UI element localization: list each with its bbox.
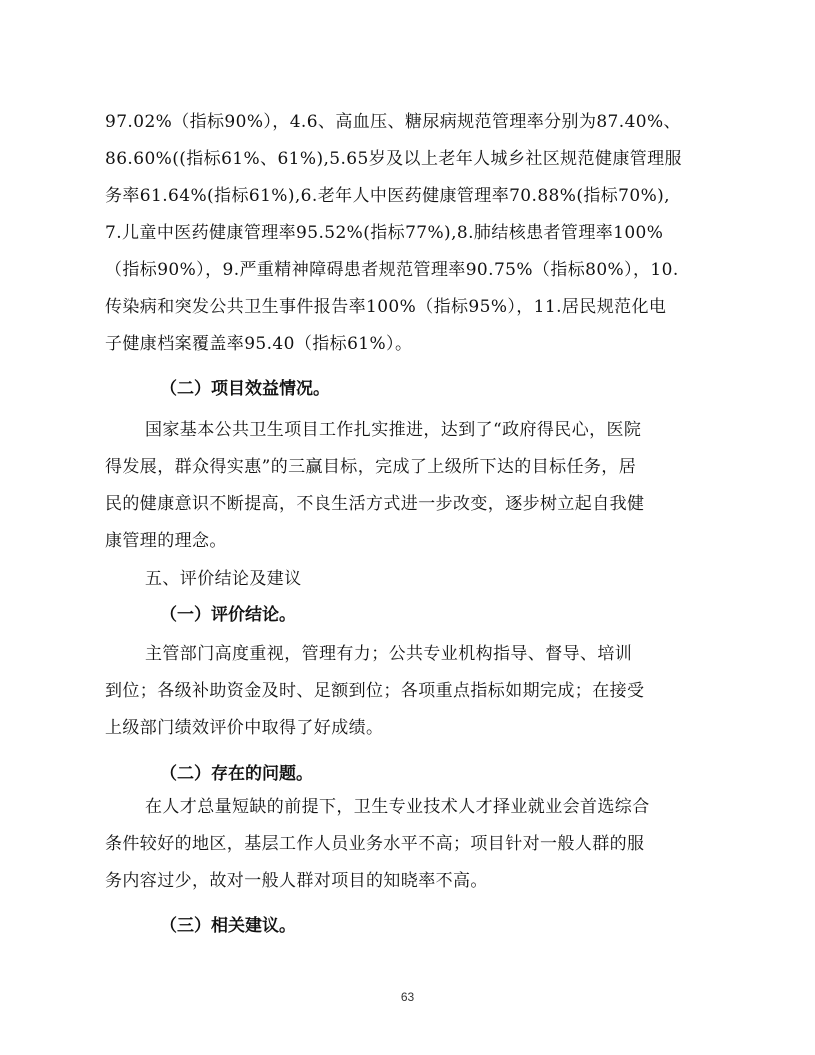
- paragraph-line: 传染病和突发公共卫生事件报告率100%（指标95%），11.居民规范化电: [105, 297, 667, 317]
- paragraph-line: 97.02%（指标90%），4.6、高血压、糖尿病规范管理率分别为87.40%、: [105, 112, 681, 132]
- benefits-paragraph: [105, 412, 725, 560]
- paragraph-line: 上级部门绩效评价中取得了好成绩。: [105, 718, 384, 738]
- benefits-heading: （二）项目效益情况。: [160, 379, 330, 399]
- suggestions-heading: （三）相关建议。: [160, 916, 296, 936]
- paragraph-line: 务率61.64%(指标61%),6.老年人中医药健康管理率70.88%(指标70%),: [105, 186, 670, 206]
- benefits-section: [105, 371, 725, 408]
- metrics-paragraph: [105, 104, 725, 363]
- conclusion-section: [105, 597, 725, 634]
- paragraph-line: 7.儿童中医药健康管理率95.52%(指标77%),8.肺结核患者管理率100%: [105, 223, 664, 243]
- page-number: 63: [400, 990, 415, 1004]
- paragraph-line: （指标90%），9.严重精神障碍患者规范管理率90.75%（指标80%），10.: [105, 260, 679, 280]
- paragraph-line: 得发展，群众得实惠”的三赢目标，完成了上级所下达的目标任务，居: [105, 457, 637, 477]
- paragraph-line: 到位；各级补助资金及时、足额到位；各项重点指标如期完成；在接受: [105, 681, 645, 701]
- conclusion-paragraph: [105, 636, 725, 747]
- paragraph-line: 国家基本公共卫生项目工作扎实推进，达到了“政府得民心，医院: [145, 420, 642, 440]
- paragraph-line: 务内容过少，故对一般人群对项目的知晓率不高。: [105, 871, 488, 891]
- section-five: [105, 561, 725, 598]
- conclusion-heading: （一）评价结论。: [160, 605, 296, 625]
- paragraph-line: 子健康档案覆盖率95.40（指标61%）。: [105, 334, 413, 354]
- paragraph-line: 在人才总量短缺的前提下，卫生专业技术人才择业就业会首选综合: [145, 797, 650, 817]
- paragraph-line: 康管理的理念。: [105, 531, 227, 551]
- paragraph-line: 条件较好的地区，基层工作人员业务水平不高；项目针对一般人群的服: [105, 834, 645, 854]
- paragraph-line: 86.60%((指标61%、61%),5.65岁及以上老年人城乡社区规范健康管理服: [105, 149, 682, 169]
- paragraph-line: 民的健康意识不断提高，不良生活方式进一步改变，逐步树立起自我健: [105, 494, 645, 514]
- problems-heading: （二）存在的问题。: [160, 764, 313, 784]
- suggestions-section: [105, 908, 725, 945]
- problems-paragraph: [105, 789, 725, 900]
- problems-section: [105, 756, 725, 793]
- paragraph-line: 主管部门高度重视，管理有力；公共专业机构指导、督导、培训: [145, 644, 633, 664]
- section-title: 五、评价结论及建议: [145, 569, 302, 589]
